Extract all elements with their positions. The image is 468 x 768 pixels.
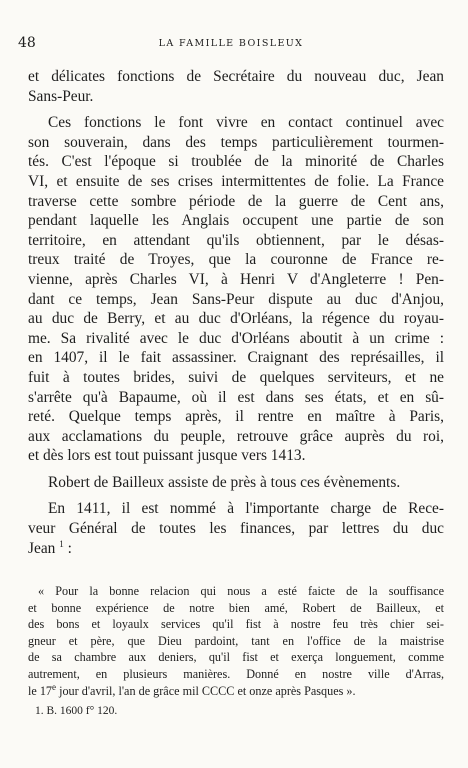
text-line: Ces fonctions le font vivre en contact continuel avec bbox=[48, 114, 444, 132]
text-line: son souverain, dans des temps particulièrement tourmen- bbox=[28, 133, 444, 151]
text-line: s'arrête qu'à Bapaume, où il est dans ses états, et en sû- bbox=[28, 388, 444, 406]
paragraph bbox=[28, 473, 444, 493]
quote-line: des bons et loyaulx services qu'il fist à nostre feu très chier sei- bbox=[28, 617, 444, 632]
footnote: 1. B. 1600 f° 120. bbox=[35, 705, 118, 717]
text-line: territoire, en attendant qu'ils obtiennent, par le désas- bbox=[28, 231, 444, 249]
running-title: LA FAMILLE BOISLEUX bbox=[158, 38, 304, 49]
text-line: En 1411, il est nommé à l'importante charge de Rece- bbox=[48, 500, 444, 518]
text-line bbox=[28, 539, 444, 559]
text-line: reté. Quelque temps après, il rentre en maître à Paris, bbox=[28, 408, 444, 426]
text-fragment: Jean bbox=[28, 539, 56, 557]
text-line: vienne, après Charles VI, à Henri V d'Angleterre ! Pen- bbox=[28, 270, 444, 288]
text-line: et délicates fonctions de Secrétaire du nouveau duc, Jean bbox=[28, 68, 444, 85]
page-number: 48 bbox=[18, 35, 36, 51]
text-line: VI, et ensuite de ses crises intermittentes de folie. La France bbox=[28, 172, 444, 190]
quote-line: de sa chambre aux deniers, qu'il fist et exerça longuement, comme bbox=[28, 650, 444, 665]
quote-line: gneur et père, que Dieu pardoint, tant en l'office de la maistrise bbox=[28, 633, 444, 648]
quotation-block bbox=[28, 583, 444, 699]
text-line: Sans-Peur. bbox=[28, 87, 94, 105]
text-line: fuit à toutes brides, suivi de quelques serviteurs, et ne bbox=[28, 368, 444, 386]
text-line: Robert de Bailleux assiste de près à tous ces évènements. bbox=[48, 473, 401, 491]
text-line: aux acclamations du peuple, retrouve grâce auprès du roi, bbox=[28, 427, 444, 445]
paragraph bbox=[28, 67, 444, 106]
text-line: au duc de Berry, et au duc d'Orléans, la régence du royau- bbox=[28, 310, 444, 328]
quote-line: « Pour la bonne relacion qui nous a esté faicte de la souffisance bbox=[38, 584, 444, 598]
quote-line bbox=[28, 683, 444, 700]
text-line: treux traité de Troyes, que la couronne de France re- bbox=[28, 251, 444, 269]
paragraph bbox=[28, 499, 444, 558]
quote-line: autrement, en plusieurs manières. Donné en nostre ville d'Arras, bbox=[28, 666, 444, 681]
footnote-marker: 1 bbox=[59, 538, 64, 549]
text-fragment: : bbox=[67, 539, 72, 557]
text-fragment: jour d'avril, l'an de grâce mil CCCC et onze après Pasques ». bbox=[59, 683, 356, 698]
text-line: tés. C'est l'époque si troublée de la minorité de Charles bbox=[28, 153, 444, 171]
page-header bbox=[18, 35, 444, 55]
text-line: me. Sa rivalité avec le duc d'Orléans aboutit à un crime : bbox=[28, 329, 444, 347]
text-line: traverse cette sombre période de la guerre de Cent ans, bbox=[28, 192, 444, 210]
quote-line: et bonne expérience de notre bien amé, Robert de Bailleux, et bbox=[28, 600, 444, 615]
ordinal-superscript: e bbox=[52, 681, 57, 692]
text-line: en 1407, il le fait assassiner. Craignant des représailles, il bbox=[28, 349, 444, 367]
text-line: dant ce temps, Jean Sans-Peur dispute au duc d'Anjou, bbox=[28, 290, 444, 308]
text-fragment: le 17 bbox=[28, 683, 53, 698]
body-text bbox=[28, 67, 444, 565]
text-line: veur Général de toutes les finances, par lettres du duc bbox=[28, 520, 444, 538]
text-line: pendant laquelle les Anglais occupent une partie de son bbox=[28, 212, 444, 230]
text-line: et dès lors est tout puissant jusque vers 1413. bbox=[28, 447, 306, 465]
paragraph bbox=[28, 113, 444, 466]
